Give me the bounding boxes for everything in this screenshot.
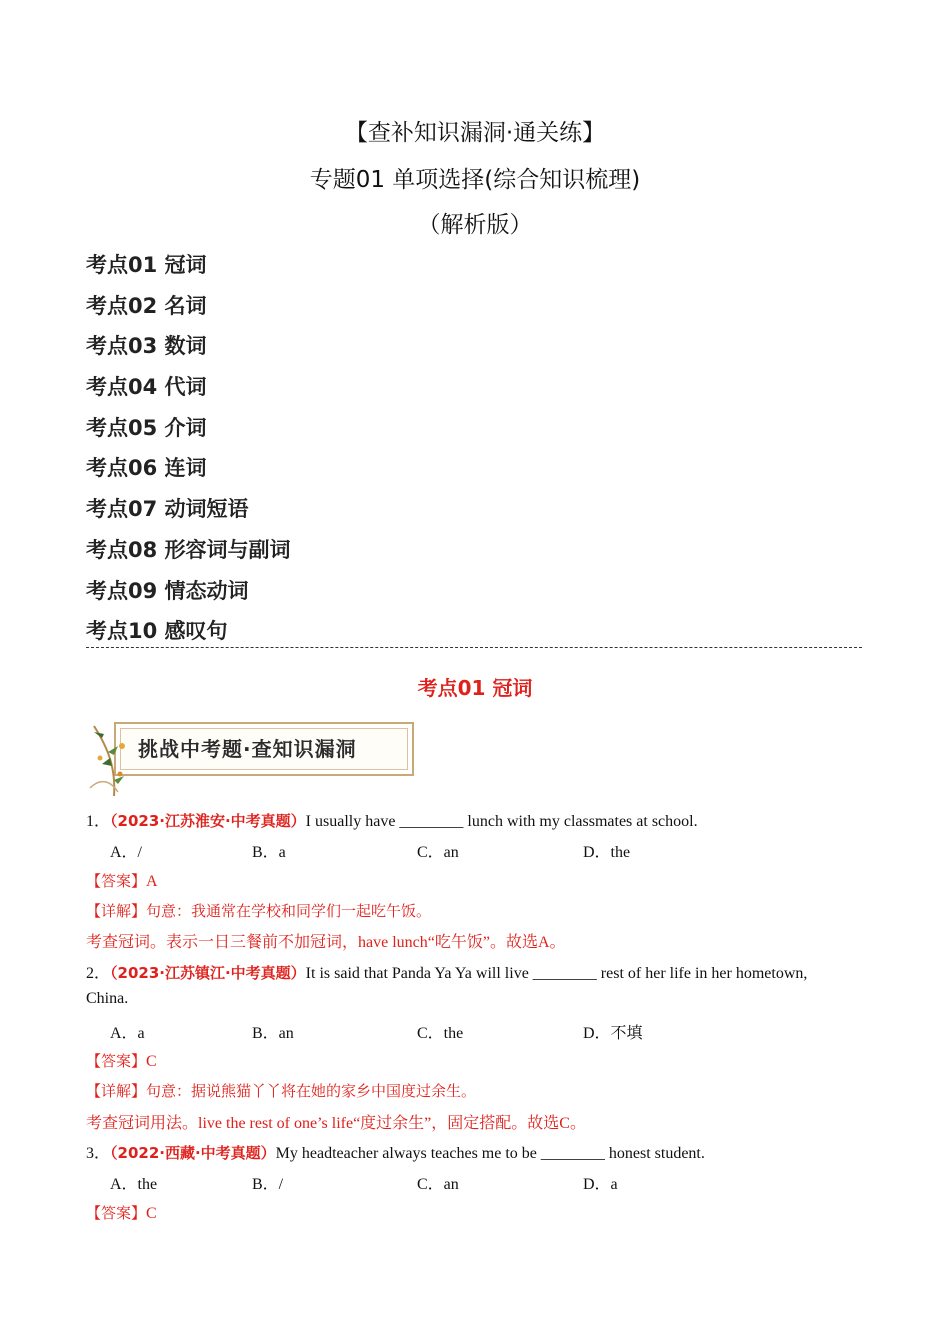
question-text: I usually have ________ lunch with my classmates at school.: [305, 813, 698, 830]
detail-line: [86, 900, 862, 921]
banner-text: 挑战中考题·查知识漏洞: [138, 737, 357, 761]
option-c: C．an: [417, 1176, 459, 1193]
dashed-divider: [86, 647, 862, 648]
doc-subtitle: 专题01 单项选择(综合知识梳理): [309, 167, 641, 193]
option-b: B．a: [252, 844, 286, 861]
detail-label: 【详解】: [86, 1082, 147, 1100]
analysis-line: 考查冠词。表示一日三餐前不加冠词，have lunch“吃午饭”。故选A。: [86, 934, 566, 951]
answer-value: C: [146, 1205, 157, 1222]
answer-value: C: [146, 1053, 157, 1070]
option-b: B．an: [252, 1025, 294, 1042]
section-banner: [88, 718, 418, 798]
question-number: 3．: [86, 1145, 111, 1162]
kaodian-item: 考点01 冠词: [86, 253, 207, 277]
answer-value: A: [146, 873, 158, 890]
option-a: A．a: [110, 1025, 145, 1042]
doc-edition: （解析版）: [417, 212, 533, 238]
option-a: A．the: [110, 1176, 158, 1193]
option-c: C．an: [417, 844, 459, 861]
kaodian-item: 考点02 名词: [86, 293, 207, 318]
question-source: （2022·西藏·中考真题）: [110, 1144, 276, 1162]
kaodian-item: 考点05 介词: [86, 415, 207, 440]
question-3: [86, 1140, 862, 1163]
question-text: My headteacher always teaches me to be ________ honest student.: [275, 1145, 705, 1162]
question-number: 2．: [86, 965, 111, 982]
analysis-line: 考查冠词用法。live the rest of one’s life“度过余生”，固定搭配。故选C。: [86, 1115, 586, 1132]
answer-label: 【答案】: [86, 872, 147, 890]
detail-line: [86, 1080, 862, 1101]
kaodian-list: [86, 247, 291, 654]
kaodian-item: 考点07 动词短语: [86, 497, 249, 522]
question-2: [86, 960, 862, 983]
kaodian-item: 考点10 感叹句: [86, 619, 228, 644]
section-title: 考点01 冠词: [417, 676, 533, 700]
answer-label: 【答案】: [86, 1052, 147, 1070]
answer-line: [86, 1202, 862, 1223]
kaodian-item: 考点03 数词: [86, 334, 207, 359]
option-b: B．/: [252, 1176, 284, 1193]
answer-line: [86, 870, 862, 891]
option-d: D．不填: [583, 1025, 643, 1042]
kaodian-item: 考点06 连词: [86, 456, 207, 481]
option-d: D．a: [583, 1176, 618, 1193]
kaodian-item: 考点09 情态动词: [86, 578, 249, 603]
answer-label: 【答案】: [86, 1204, 147, 1222]
question-number: 1．: [86, 813, 111, 830]
detail-label: 【详解】: [86, 902, 147, 920]
question-source: （2023·江苏淮安·中考真题）: [110, 812, 306, 830]
option-a: A．/: [110, 844, 143, 861]
answer-line: [86, 1050, 862, 1071]
option-c: C．the: [417, 1025, 464, 1042]
kaodian-item: 考点08 形容词与副词: [86, 537, 291, 562]
question-source: （2023·江苏镇江·中考真题）: [110, 964, 306, 982]
question-text-continued: China.: [86, 990, 129, 1007]
question-1: [86, 808, 862, 831]
detail-text: 句意：据说熊猫丫丫将在她的家乡中国度过余生。: [146, 1082, 477, 1100]
kaodian-item: 考点04 代词: [86, 375, 207, 400]
doc-title: 【查补知识漏洞·通关练】: [344, 120, 606, 146]
option-d: D．the: [583, 844, 631, 861]
question-text: It is said that Panda Ya Ya will live ________ rest of her life in her hometown,: [305, 965, 808, 982]
detail-text: 句意：我通常在学校和同学们一起吃午饭。: [146, 902, 432, 920]
